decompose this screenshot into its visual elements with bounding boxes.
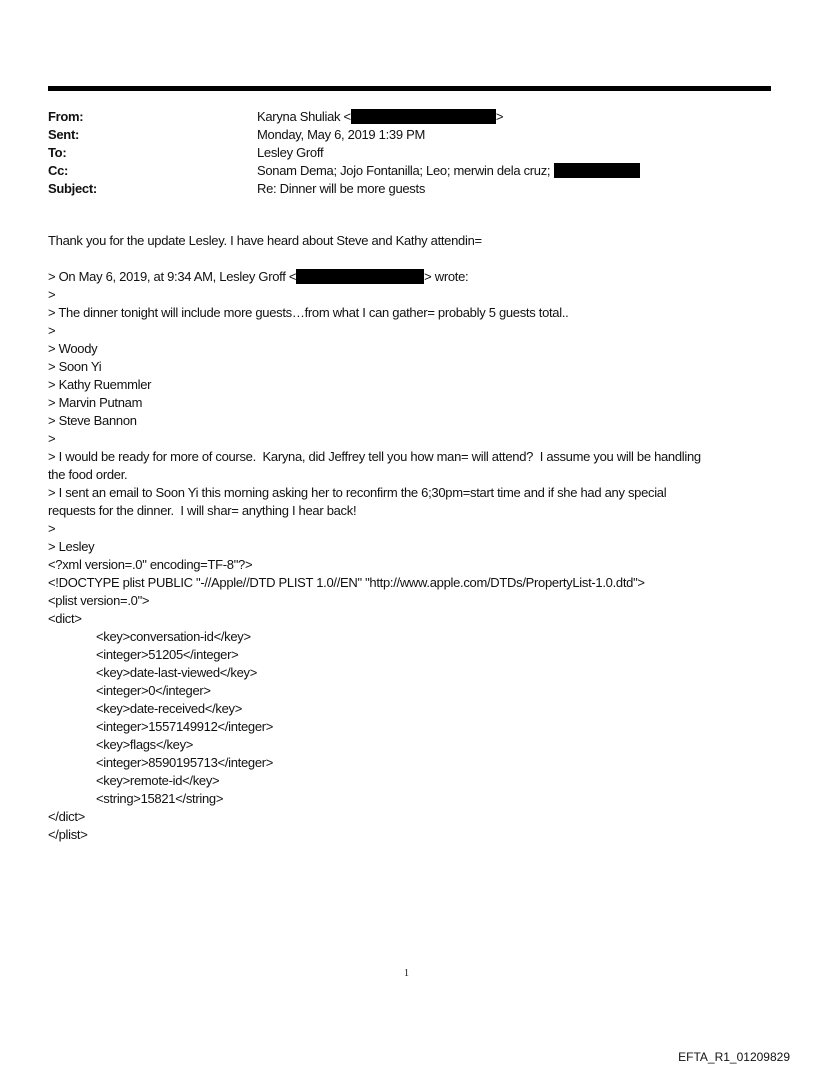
from-suffix: > [495, 109, 504, 124]
from-value: Karyna Shuliak < [257, 109, 351, 124]
body-line: <key>conversation-id</key> [96, 629, 251, 644]
from-label: From: [48, 109, 84, 124]
body-line: > Woody [48, 341, 98, 356]
body-line: > [48, 323, 56, 338]
body-line: <key>remote-id</key> [96, 773, 220, 788]
body-line: requests for the dinner. I will shar= anything I hear back! [48, 503, 357, 518]
body-line: > Lesley [48, 539, 95, 554]
body-line: <dict> [48, 611, 82, 626]
body-line: > The dinner tonight will include more guests…from what I can gather= probably 5 guests total.. [48, 305, 569, 320]
email-body [48, 232, 701, 844]
quote-intro [48, 268, 701, 286]
body-line: > Soon Yi [48, 359, 102, 374]
body-line: > Kathy Ruemmler [48, 377, 152, 392]
body-line: <key>date-last-viewed</key> [96, 665, 257, 680]
body-line: the food order. [48, 467, 128, 482]
body-line: > [48, 431, 56, 446]
sent-label: Sent: [48, 127, 80, 142]
body-line: > Steve Bannon [48, 413, 137, 428]
body-line: <integer>1557149912</integer> [96, 719, 274, 734]
body-line: <integer>8590195713</integer> [96, 755, 274, 770]
body-line: <key>flags</key> [96, 737, 194, 752]
subject-label: Subject: [48, 181, 97, 196]
body-line: <integer>0</integer> [96, 683, 211, 698]
body-line: <integer>51205</integer> [96, 647, 239, 662]
body-line: <key>date-received</key> [96, 701, 243, 716]
page-number: 1 [404, 968, 409, 979]
quote-intro-prefix: > On May 6, 2019, at 9:34 AM, Lesley Groff < [48, 269, 297, 284]
redaction-box [296, 269, 424, 284]
body-line: > I would be ready for more of course. Karyna, did Jeffrey tell you how man= will attend? I assume you will be handling [48, 449, 701, 464]
to-value: Lesley Groff [257, 145, 324, 160]
subject-value: Re: Dinner will be more guests [257, 181, 426, 196]
body-line: </plist> [48, 827, 88, 842]
body-line: <?xml version=.0" encoding=TF-8"?> [48, 557, 253, 572]
footer-id: EFTA_R1_01209829 [678, 1050, 790, 1064]
quote-intro-suffix: > wrote: [424, 269, 469, 284]
body-line: > I sent an email to Soon Yi this morning asking her to reconfirm the 6;30pm=start time and if she had any special [48, 485, 667, 500]
blank-line [48, 250, 701, 268]
sent-value: Monday, May 6, 2019 1:39 PM [257, 127, 425, 142]
reply-text: Thank you for the update Lesley. I have heard about Steve and Kathy attendin= [48, 233, 482, 248]
redaction-box [554, 163, 640, 178]
cc-label: Cc: [48, 163, 69, 178]
body-line: > Marvin Putnam [48, 395, 143, 410]
cc-value: Sonam Dema; Jojo Fontanilla; Leo; merwin dela cruz; [257, 163, 551, 178]
to-label: To: [48, 145, 67, 160]
redaction-box [351, 109, 496, 124]
body-line: <plist version=.0"> [48, 593, 150, 608]
body-line: <string>15821</string> [96, 791, 224, 806]
body-line: <!DOCTYPE plist PUBLIC "-//Apple//DTD PLIST 1.0//EN" "http://www.apple.com/DTDs/PropertyList-1.0.dtd"> [48, 575, 645, 590]
header-rule [48, 86, 771, 91]
body-line: > [48, 287, 56, 302]
body-line: > [48, 521, 56, 536]
body-line: </dict> [48, 809, 85, 824]
